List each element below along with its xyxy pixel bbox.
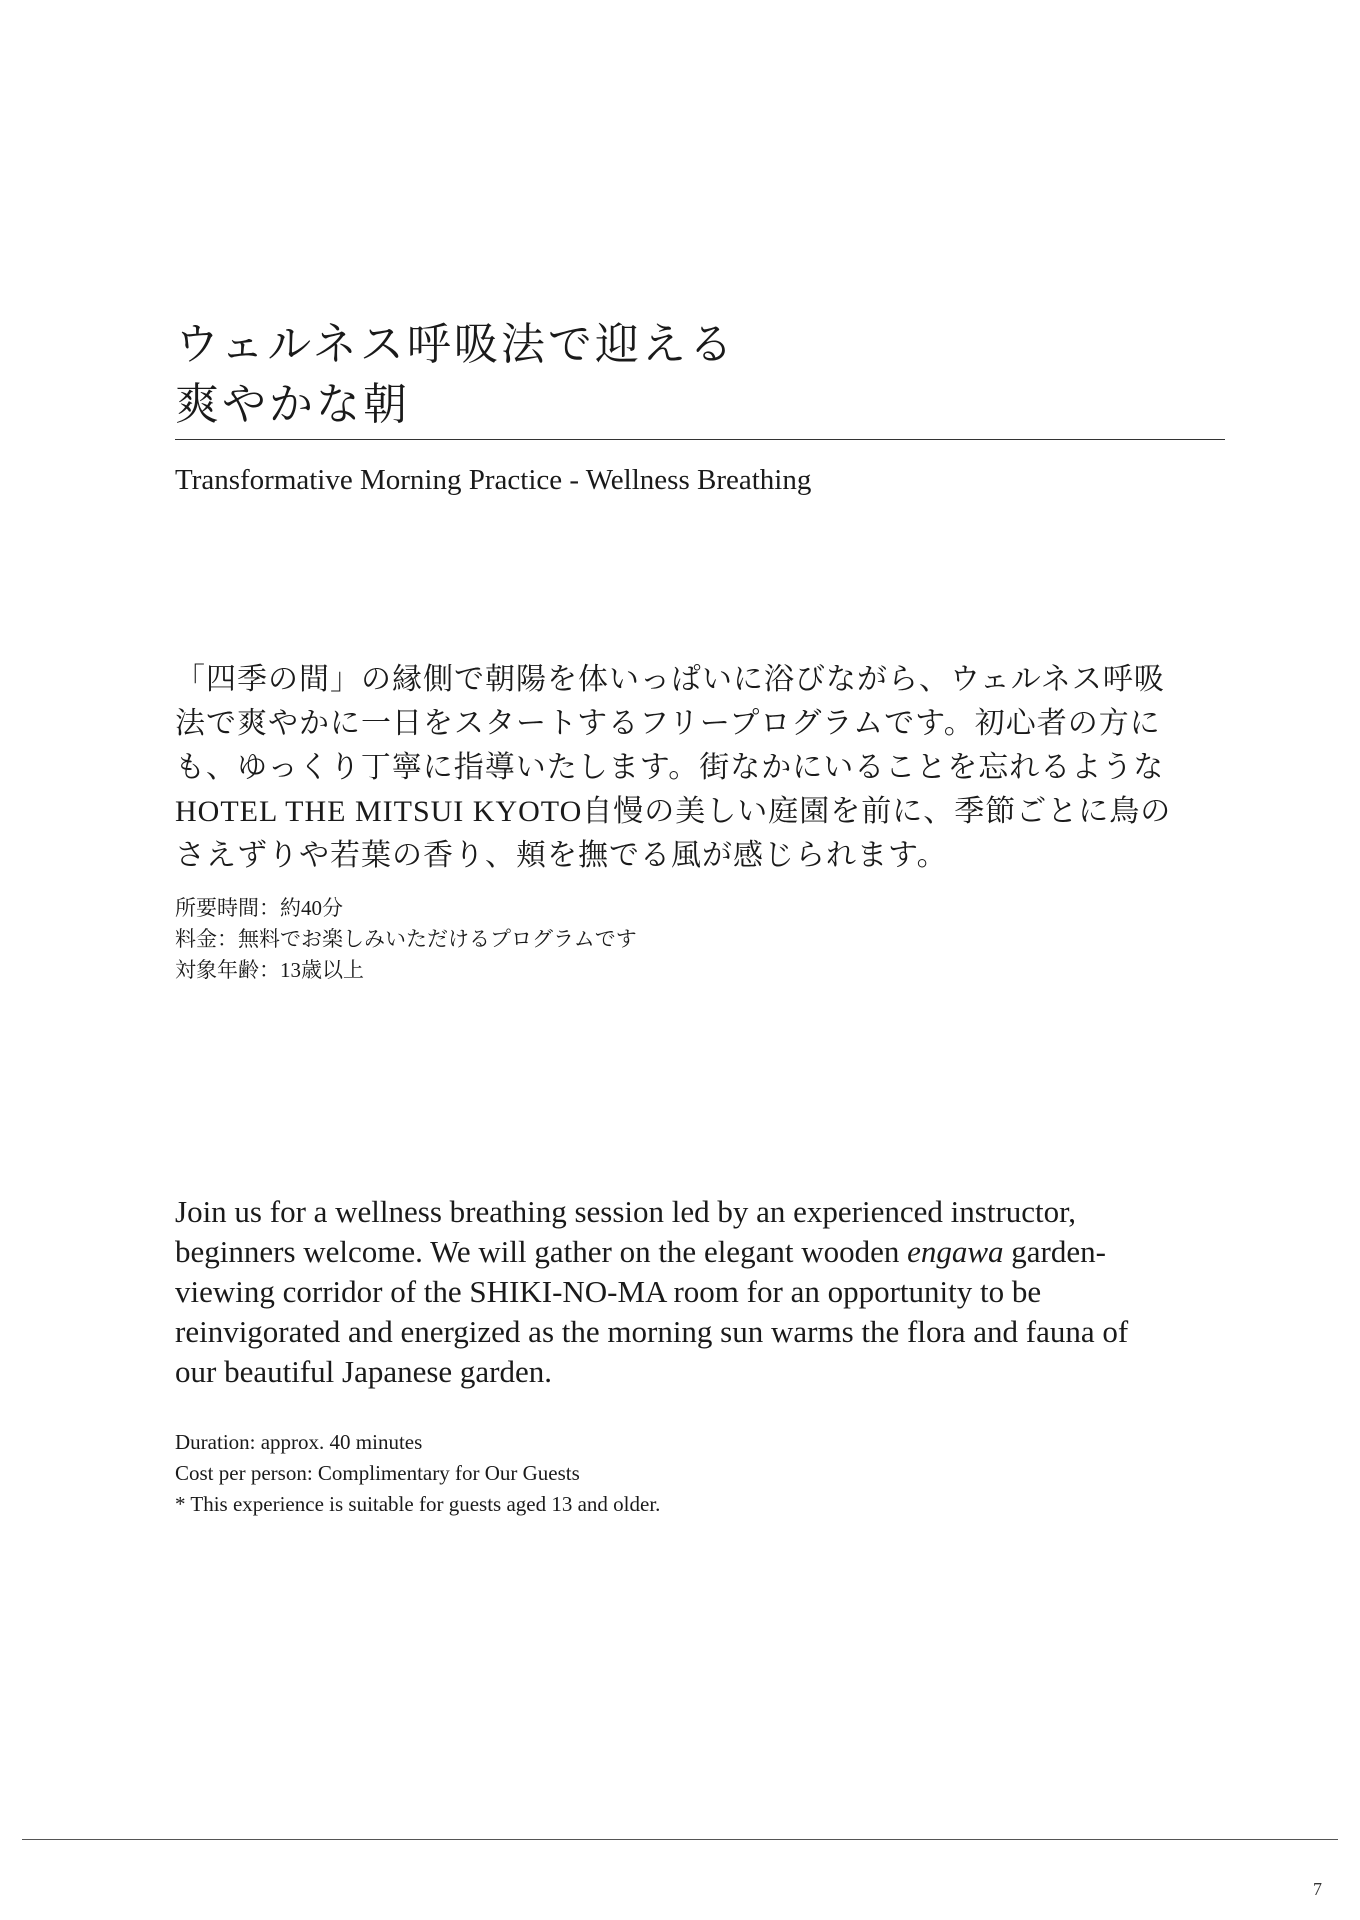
title-divider [175, 439, 1225, 440]
title-line-2: 爽やかな朝 [175, 380, 410, 429]
japanese-description [175, 658, 1225, 878]
engawa-term: engawa [907, 1234, 1004, 1269]
english-description-line: viewing corridor of the SHIKI-NO-MA room for an opportunity to be [175, 1274, 1042, 1309]
english-age-note: * This experience is suitable for guests aged 13 and older. [175, 1492, 661, 1516]
japanese-description-line: さえずりや若葉の香り、頬を撫でる風が感じられます。 [175, 839, 948, 872]
english-description-line: reinvigorated and energized as the morning sun warms the flora and fauna of [175, 1314, 1129, 1349]
english-text-segment: beginners welcome. We will gather on the elegant wooden [175, 1234, 908, 1269]
english-description-line: Join us for a wellness breathing session led by an experienced instructor, [175, 1194, 1076, 1229]
english-subtitle: Transformative Morning Practice - Wellness Breathing [175, 464, 812, 496]
english-text-segment: garden- [1003, 1234, 1106, 1269]
japanese-description-line: 法で爽やかに一日をスタートするフリープログラムです。初心者の方に [175, 707, 1161, 740]
page-number: 7 [1313, 1879, 1322, 1899]
english-duration: Duration: approx. 40 minutes [175, 1430, 423, 1454]
footer-divider [22, 1839, 1338, 1840]
english-cost: Cost per person: Complimentary for Our Guests [175, 1461, 580, 1485]
english-description-line: our beautiful Japanese garden. [175, 1354, 553, 1389]
english-details [175, 1427, 660, 1520]
page-title [175, 315, 1225, 435]
title-line-1: ウェルネス呼吸法で迎える [175, 320, 736, 369]
english-description-line [175, 1232, 1225, 1272]
english-description [175, 1192, 1225, 1392]
japanese-age: 対象年齢：13歳以上 [175, 958, 364, 982]
japanese-duration: 所要時間：約40分 [175, 896, 343, 920]
japanese-description-line: HOTEL THE MITSUI KYOTO自慢の美しい庭園を前に、季節ごとに鳥の [175, 795, 1172, 828]
japanese-description-line: 「四季の間」の縁側で朝陽を体いっぱいに浴びながら、ウェルネス呼吸 [175, 663, 1165, 696]
japanese-cost: 料金：無料でお楽しみいただけるプログラムです [175, 927, 637, 951]
japanese-details [175, 893, 637, 986]
japanese-description-line: も、ゆっくり丁寧に指導いたします。街なかにいることを忘れるような [175, 751, 1165, 784]
